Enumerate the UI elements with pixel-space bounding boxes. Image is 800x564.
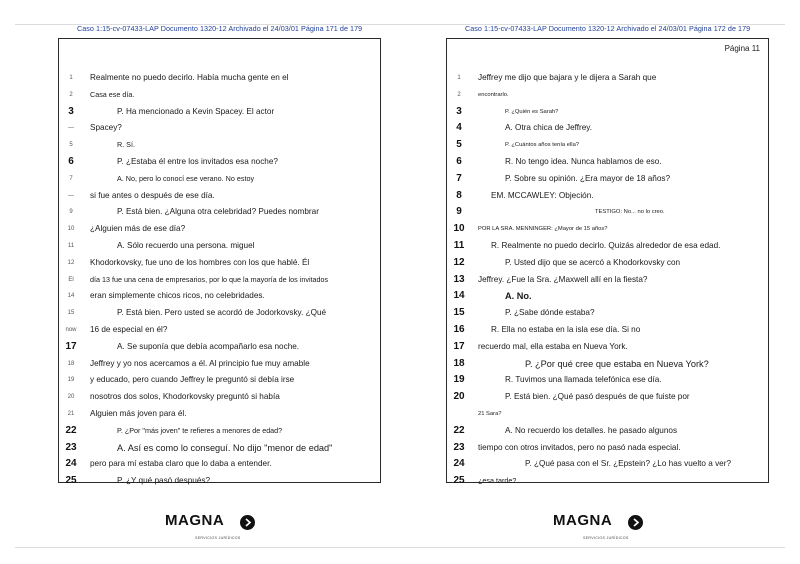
transcript-line xyxy=(447,389,768,406)
line-text: P. Usted dijo que se acercó a Khodorkovsky con xyxy=(505,257,681,267)
line-text: R. Tuvimos una llamada telefónica ese día. xyxy=(505,375,662,385)
line-text: P. ¿Estaba él entre los invitados esa noche? xyxy=(117,156,278,166)
line-number: 14 xyxy=(453,290,465,302)
line-text: Jeffrey. ¿Fue la Sra. ¿Maxwell allí en la fiesta? xyxy=(478,274,648,284)
line-number: 15 xyxy=(67,310,75,317)
transcript-line xyxy=(447,70,768,87)
transcript-line xyxy=(447,87,768,104)
line-number: 25 xyxy=(65,475,77,487)
line-number: 22 xyxy=(453,424,465,436)
transcript-line xyxy=(59,70,380,87)
line-number: 6 xyxy=(456,155,462,167)
line-text: P. Está bien. ¿Qué pasó después de que fuiste por xyxy=(505,392,690,402)
transcript-line xyxy=(447,171,768,188)
line-text: P. ¿Por "más joven" te refieres a menores de edad? xyxy=(117,425,283,435)
line-number: 17 xyxy=(453,340,465,352)
line-number: 19 xyxy=(67,377,75,384)
logo-subtitle: SERVICIOS JURÍDICOS xyxy=(195,536,241,540)
line-text: R. Realmente no puedo decirlo. Quizás alrededor de esa edad. xyxy=(491,240,721,250)
logo-name: MAGNA xyxy=(553,512,613,529)
transcript-line xyxy=(59,356,380,373)
line-number: 16 xyxy=(453,323,465,335)
line-number: 10 xyxy=(67,226,75,233)
line-text: A. Se suponía que debía acompañarlo esa noche. xyxy=(117,341,300,351)
line-number: 15 xyxy=(453,307,465,319)
line-text: pero para mí estaba claro que lo daba a entender. xyxy=(90,459,272,469)
line-number: 23 xyxy=(453,441,465,453)
line-text: A. No. xyxy=(505,291,532,302)
line-text: Realmente no puedo decirlo. Había mucha gente en el xyxy=(90,73,289,82)
line-text: Casa ese día. xyxy=(90,89,135,99)
transcript-page-left xyxy=(58,38,381,487)
transcript-line xyxy=(447,255,768,272)
transcript-line xyxy=(447,440,768,457)
line-number: 11 xyxy=(453,239,465,251)
transcript-line xyxy=(447,406,768,423)
bottom-divider xyxy=(15,547,785,548)
page-header-right: Caso 1:15-cv-07433-LAP Documento 1320-12 Archivado el 24/03/01 Página 172 de 179 xyxy=(465,24,751,33)
transcript-line xyxy=(59,255,380,272)
line-text: día 13 fue una cena de empresarios, por lo que la mayoría de los invitados xyxy=(90,274,329,284)
line-number: 5 xyxy=(456,139,462,151)
line-text: tiempo con otros invitados, pero no pasó nada especial. xyxy=(478,442,681,452)
line-number: 21 xyxy=(67,410,75,417)
page-header-left: Caso 1:15-cv-07433-LAP Documento 1320-12 Archivado el 24/03/01 Página 171 de 179 xyxy=(77,24,363,33)
play-arrow-circle-icon xyxy=(628,515,643,530)
line-text: ¿esa tarde? xyxy=(478,476,517,486)
line-text: A. No recuerdo los detalles. he pasado algunos xyxy=(505,425,678,435)
play-arrow-circle-icon xyxy=(240,515,255,530)
transcript-line xyxy=(447,272,768,289)
line-number: 20 xyxy=(67,394,75,401)
line-number: 4 xyxy=(456,122,462,134)
transcript-line xyxy=(59,204,380,221)
line-number: 11 xyxy=(67,242,75,249)
transcript-line xyxy=(59,154,380,171)
transcript-line xyxy=(59,221,380,238)
transcript-line xyxy=(59,322,380,339)
line-number: El xyxy=(68,276,74,283)
line-text: R. Sí. xyxy=(117,140,135,150)
transcript-line xyxy=(447,473,768,490)
line-text: P. Está bien. ¿Alguna otra celebridad? Puedes nombrar xyxy=(117,207,319,217)
line-text: 16 de especial en él? xyxy=(90,324,168,334)
line-text: ¿Alguien más de ese día? xyxy=(90,224,186,234)
line-number: 12 xyxy=(453,256,465,268)
line-number: 3 xyxy=(68,105,74,117)
line-text: P. ¿Y qué pasó después? xyxy=(117,476,211,486)
line-text: nosotros dos solos, Khodorkovsky preguntó si había xyxy=(90,392,280,402)
transcript-line xyxy=(447,305,768,322)
transcript-line xyxy=(59,440,380,457)
transcript-line xyxy=(59,406,380,423)
line-text: y educado, pero cuando Jeffrey le preguntó si debía irse xyxy=(90,375,295,385)
line-text: eran simplemente chicos ricos, no celebridades. xyxy=(90,291,265,301)
transcript-line xyxy=(59,104,380,121)
line-text: A. Así es como lo conseguí. No dijo "menor de edad" xyxy=(117,442,333,453)
line-number: 1 xyxy=(69,75,73,81)
line-number: 13 xyxy=(453,273,465,285)
line-number: 23 xyxy=(65,441,77,453)
transcript-line xyxy=(447,154,768,171)
line-number: 7 xyxy=(456,172,462,184)
line-number: 18 xyxy=(453,357,465,369)
transcript-line xyxy=(59,120,380,137)
line-number: 18 xyxy=(67,360,75,367)
transcript-line xyxy=(59,389,380,406)
line-text: P. Sobre su opinión. ¿Era mayor de 18 años? xyxy=(505,173,671,183)
line-number: 22 xyxy=(65,424,77,436)
line-number: 19 xyxy=(453,374,465,386)
transcript-line xyxy=(447,456,768,473)
line-text: Spacey? xyxy=(90,123,122,133)
transcript-line xyxy=(447,221,768,238)
line-text: P. ¿Sabe dónde estaba? xyxy=(505,308,595,318)
line-number: 24 xyxy=(65,458,77,470)
line-number: 10 xyxy=(453,223,465,235)
line-text: P. ¿Por qué cree que estaba en Nueva York? xyxy=(525,358,709,369)
transcript-line xyxy=(59,473,380,490)
transcript-line xyxy=(59,272,380,289)
line-number: 24 xyxy=(453,458,465,470)
line-text: P. Está bien. Pero usted se acordó de Jodorkovsky. ¿Qué xyxy=(117,308,327,318)
line-text: si fue antes o después de ese día. xyxy=(90,190,215,200)
transcript-line xyxy=(59,339,380,356)
transcript-line xyxy=(447,137,768,154)
transcript-line xyxy=(59,372,380,389)
transcript-line xyxy=(59,423,380,440)
transcript-line xyxy=(59,288,380,305)
transcript-line xyxy=(447,356,768,373)
transcript-line xyxy=(447,372,768,389)
transcript-line xyxy=(59,188,380,205)
line-number: 25 xyxy=(453,475,465,487)
line-number: 2 xyxy=(457,91,461,98)
line-number: 9 xyxy=(456,206,462,218)
line-text: A. Otra chica de Jeffrey. xyxy=(505,123,593,133)
line-text: P. ¿Qué pasa con el Sr. ¿Epstein? ¿Lo has vuelto a ver? xyxy=(525,459,732,469)
line-number: 20 xyxy=(453,391,465,403)
transcript-line xyxy=(59,171,380,188)
line-text: EM. MCCAWLEY: Objeción. xyxy=(491,190,594,200)
transcript-lines xyxy=(59,70,380,490)
line-text: Jeffrey y yo nos acercamos a él. Al principio fue muy amable xyxy=(90,358,310,368)
transcript-page-right xyxy=(446,38,769,487)
transcript-line xyxy=(447,288,768,305)
transcript-line xyxy=(59,137,380,154)
line-text: Khodorkovsky, fue uno de los hombres con los que hablé. Él xyxy=(90,257,310,267)
line-text: R. No tengo idea. Nunca hablamos de eso. xyxy=(505,156,662,166)
line-number: 14 xyxy=(67,293,75,300)
logo-name: MAGNA xyxy=(165,512,225,529)
page-number-label: Página 11 xyxy=(724,44,760,53)
line-number: 17 xyxy=(65,340,77,352)
line-text: encontrarlo. xyxy=(478,91,509,98)
line-number: 7 xyxy=(69,175,73,182)
line-text: P. ¿Cuántos años tenía ella? xyxy=(505,142,580,149)
transcript-line xyxy=(447,120,768,137)
transcript-line xyxy=(59,87,380,104)
line-text: R. Ella no estaba en la isla ese día. Si no xyxy=(491,324,641,334)
transcript-line xyxy=(59,456,380,473)
line-text: recuerdo mal, ella estaba en Nueva York. xyxy=(478,341,628,351)
line-number: — xyxy=(68,125,74,132)
line-number: 8 xyxy=(456,189,462,201)
line-text: 21 Sara? xyxy=(478,410,502,417)
transcript-lines xyxy=(447,70,768,490)
transcript-line xyxy=(447,339,768,356)
transcript-line xyxy=(59,238,380,255)
line-text: P. ¿Quién es Sarah? xyxy=(505,108,559,115)
line-text: Alguien más joven para él. xyxy=(90,408,187,418)
transcript-line xyxy=(447,104,768,121)
line-text: A. Sólo recuerdo una persona. miguel xyxy=(117,240,255,250)
line-number: 1 xyxy=(457,75,461,81)
logo-subtitle: SERVICIOS JURÍDICOS xyxy=(583,536,629,540)
line-number: now xyxy=(65,326,77,333)
line-number: 5 xyxy=(69,142,73,149)
line-text: POR LA SRA. MENNINGER: ¿Mayor de 15 años? xyxy=(478,226,608,233)
line-text: Jeffrey me dijo que bajara y le dijera a Sarah que xyxy=(478,73,657,82)
line-text: P. Ha mencionado a Kevin Spacey. El actor xyxy=(117,106,275,116)
line-number: 12 xyxy=(67,259,75,266)
transcript-line xyxy=(59,305,380,322)
transcript-line xyxy=(447,204,768,221)
line-number: 3 xyxy=(456,105,462,117)
transcript-line xyxy=(447,238,768,255)
line-number: 6 xyxy=(68,155,74,167)
line-number: 9 xyxy=(69,209,73,216)
line-number: — xyxy=(68,192,74,199)
transcript-line xyxy=(447,188,768,205)
transcript-line xyxy=(447,423,768,440)
line-text: TESTIGO: No... no lo creo. xyxy=(595,209,665,216)
line-text: A. No, pero lo conocí ese verano. No estoy xyxy=(117,173,255,183)
line-number: 2 xyxy=(69,91,73,98)
transcript-line xyxy=(447,322,768,339)
